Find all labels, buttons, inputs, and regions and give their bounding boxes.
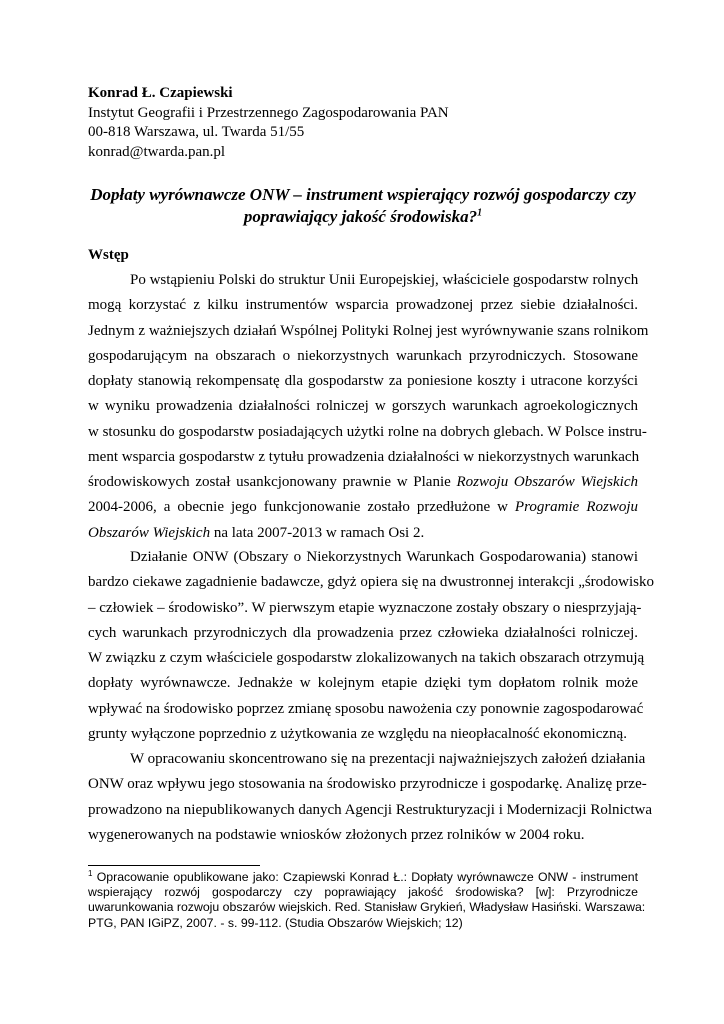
italic-title-segment: Obszarów Wiejskich xyxy=(88,524,211,541)
text-line xyxy=(88,521,638,546)
text-segment: 2004-2006, a obecnie jego funkcjonowanie zostało przedłużone w xyxy=(88,499,515,516)
footnote-line: uwarunkowania rozwoju obszarów wiejskich. Red. Stanisław Grykień, Władysław Hasiński. Warszawa: xyxy=(88,900,646,915)
footnote-separator xyxy=(88,865,260,866)
footnote-line xyxy=(88,870,638,885)
text-line: bardzo ciekawe zagadnienie badawcze, gdyż opiera się na dwustronnej interakcji „środowisko xyxy=(88,574,655,591)
paragraph-3 xyxy=(88,747,653,848)
footnote-text: Opracowanie opublikowane jako: Czapiewski Konrad Ł.: Dopłaty wyrównawcze ONW - instrument xyxy=(92,870,638,884)
title-line-2 xyxy=(88,206,638,228)
author-email: konrad@twarda.pan.pl xyxy=(88,143,226,160)
text-line: Jednym z ważniejszych działań Wspólnej Polityki Rolnej jest wyrównywanie szans rolnikom xyxy=(88,322,649,339)
text-line: W opracowaniu skoncentrowano się na prezentacji najważniejszych założeń działania xyxy=(130,751,646,767)
text-line: grunty wyłączone poprzednio z użytkowania ze względu na nieopłacalność ekonomiczną. xyxy=(88,725,627,742)
italic-title-segment: Programie Rozwoju xyxy=(514,499,638,516)
text-line: ment wsparcia gospodarstw z tytułu prowadzenia działalności w niekorzystnych warunkach xyxy=(88,448,640,465)
italic-title-segment: Rozwoju Obszarów Wiejskich xyxy=(456,474,638,490)
paragraph-1 xyxy=(88,268,649,546)
author-address: 00-818 Warszawa, ul. Twarda 51/55 xyxy=(88,124,305,140)
text-line: cych warunkach przyrodniczych dla prowadzenia przez człowieka działalności rolniczej. xyxy=(88,624,638,641)
text-line xyxy=(88,470,638,495)
text-line: w stosunku do gospodarstw posiadających użytki rolne na dobrych glebach. W Polsce instru- xyxy=(88,423,647,440)
text-segment: środowiskowych został usankcjonowany prawnie w Planie xyxy=(88,474,457,490)
title-footnote-mark: 1 xyxy=(477,207,483,219)
text-line: ONW oraz wpływu jego stosowania na środowisko przyrodnicze i gospodarkę. Analizę prze- xyxy=(88,776,647,793)
text-line: dopłaty stanowią rekompensatę dla gospodarstw za poniesione koszty i utracone korzyści xyxy=(88,373,638,389)
text-line: gospodarującym na obszarach o niekorzystnych warunkach przyrodniczych. Stosowane xyxy=(88,347,638,364)
text-line: w wyniku prowadzenia działalności rolniczej w gorszych warunkach agroekologicznych xyxy=(88,398,638,415)
title-line-2-text: poprawiający jakość środowiska? xyxy=(243,207,478,226)
text-line: dopłaty wyrównawcze. Jednakże w kolejnym etapie dzięki tym dopłatom rolnik może xyxy=(88,675,638,692)
footnote-mark: 1 xyxy=(88,868,93,878)
footnote xyxy=(88,868,646,931)
paragraph-2 xyxy=(88,545,655,747)
section-heading: Wstęp xyxy=(88,247,129,263)
text-line: – człowiek – środowisko”. W pierwszym etapie wyznaczone zostały obszary o niesprzyjają- xyxy=(88,599,642,616)
footnote-line: PTG, PAN IGiPZ, 2007. - s. 99-112. (Studia Obszarów Wiejskich; 12) xyxy=(88,915,463,930)
text-line xyxy=(88,495,638,520)
text-segment: na lata 2007-2013 w ramach Osi 2. xyxy=(210,524,425,541)
text-line: Po wstąpieniu Polski do struktur Unii Europejskiej, właściciele gospodarstw rolnych xyxy=(130,272,639,288)
text-line: mogą korzystać z kilku instrumentów wsparcia prowadzonej przez siebie działalności. xyxy=(88,297,638,314)
text-line: wygenerowanych na podstawie wniosków złożonych przez rolników w 2004 roku. xyxy=(88,826,585,843)
text-line: Działanie ONW (Obszary o Niekorzystnych Warunkach Gospodarowania) stanowi xyxy=(130,549,638,565)
paper-title xyxy=(88,184,638,228)
author-block xyxy=(88,84,449,162)
author-institute: Instytut Geografii i Przestrzennego Zagospodarowania PAN xyxy=(88,104,449,121)
text-line: prowadzono na niepublikowanych danych Agencji Restrukturyzacji i Modernizacji Rolnictwa xyxy=(88,801,653,818)
text-line: W związku z czym właściciele gospodarstw zlokalizowanych na takich obszarach otrzymują xyxy=(88,650,645,666)
text-line: wpływać na środowisko poprzez zmianę sposobu nawożenia czy ponownie zagospodarować xyxy=(88,700,644,717)
title-line-1: Dopłaty wyrównawcze ONW – instrument wspierający rozwój gospodarczy czy xyxy=(90,185,636,204)
author-name: Konrad Ł. Czapiewski xyxy=(88,85,233,101)
footnote-line: wspierający rozwój gospodarczy czy poprawiający jakość środowiska? [w]: Przyrodnicze xyxy=(88,885,638,900)
